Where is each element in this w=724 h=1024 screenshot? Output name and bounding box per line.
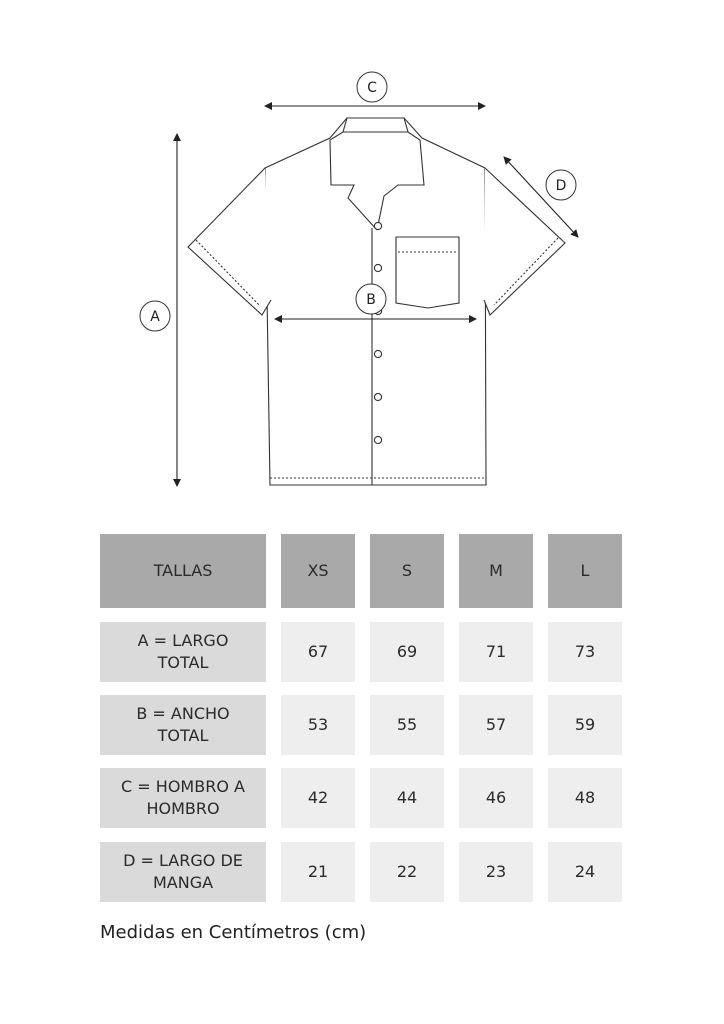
marker-a: A: [150, 309, 160, 325]
header-size-s: S: [370, 534, 444, 608]
button-dot: [374, 393, 381, 400]
header-size-xs: XS: [281, 534, 355, 608]
units-note: Medidas en Centímetros (cm): [100, 922, 367, 943]
value-c-xs: 42: [281, 768, 355, 828]
header-size-m: M: [459, 534, 533, 608]
row-label-c: C = HOMBRO A HOMBRO: [100, 768, 266, 828]
value-d-xs: 21: [281, 842, 355, 902]
value-b-m: 57: [459, 695, 533, 755]
value-b-s: 55: [370, 695, 444, 755]
value-c-s: 44: [370, 768, 444, 828]
header-size-l: L: [548, 534, 622, 608]
value-a-xs: 67: [281, 622, 355, 682]
button-dot: [374, 436, 381, 443]
button-dot: [374, 222, 381, 229]
row-label-a: A = LARGO TOTAL: [100, 622, 266, 682]
value-d-l: 24: [548, 842, 622, 902]
value-c-m: 46: [459, 768, 533, 828]
button-dot: [374, 350, 381, 357]
value-d-m: 23: [459, 842, 533, 902]
value-a-m: 71: [459, 622, 533, 682]
button-dot: [374, 264, 381, 271]
header-tallas: TALLAS: [100, 534, 266, 608]
value-b-xs: 53: [281, 695, 355, 755]
row-label-d: D = LARGO DE MANGA: [100, 842, 266, 902]
value-a-l: 73: [548, 622, 622, 682]
row-label-b: B = ANCHO TOTAL: [100, 695, 266, 755]
marker-c: C: [367, 80, 377, 96]
marker-d: D: [555, 178, 567, 194]
value-d-s: 22: [370, 842, 444, 902]
marker-b: B: [366, 292, 376, 308]
value-b-l: 59: [548, 695, 622, 755]
value-a-s: 69: [370, 622, 444, 682]
value-c-l: 48: [548, 768, 622, 828]
